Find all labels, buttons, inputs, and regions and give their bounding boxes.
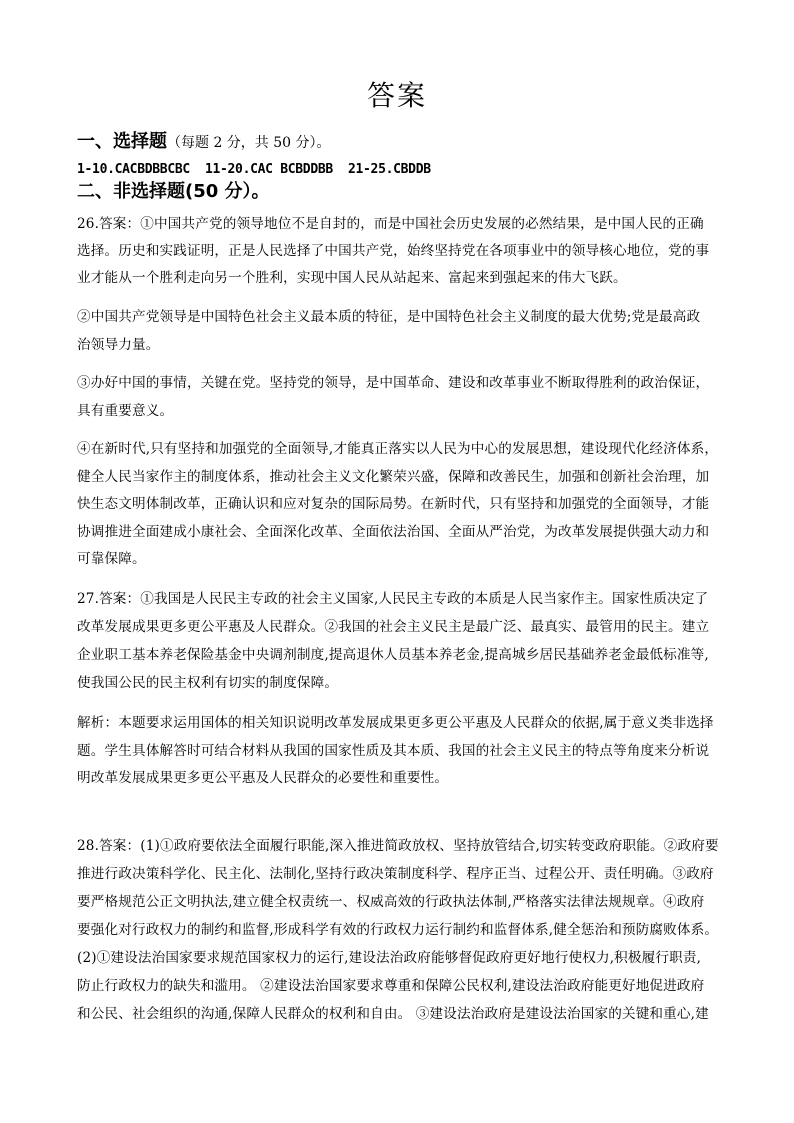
answer-line: 业才能从一个胜利走向另一个胜利，实现中国人民从站起来、富起来到强起来的伟大飞跃。	[77, 270, 627, 286]
section-choice-title: 一、选择题	[77, 131, 167, 152]
answer-line: 要强化对行政权力的制约和监督,形成科学有效的行政权力运行制约和监督体系,健全惩治和预防腐败体系。	[77, 922, 719, 938]
answer-line: 26.答案：①中国共产党的领导地位不是自封的，而是中国社会历史发展的必然结果，是中国人民的正确	[77, 216, 704, 232]
answer-line: 防止行政权力的缺失和滥用。 ②建设法治国家要求尊重和保障公民权利,建设法治政府能更好地促进政府	[77, 978, 705, 994]
answer-line: 协调推进全面建成小康社会、全面深化改革、全面依法治国、全面从严治党，为改革发展提供强大动力和	[77, 524, 710, 540]
answer-line: ②中国共产党领导是中国特色社会主义最本质的特征，是中国特色社会主义制度的最大优势;党是最高政	[77, 309, 701, 325]
section-choice-heading	[77, 130, 331, 155]
answer-line: (2)①建设法治国家要求规范国家权力的运行,建设法治政府能够督促政府更好地行使权力,积极履行职责,	[77, 950, 702, 966]
answer-line: 企业职工基本养老保险基金中央调剂制度,提高退休人员基本养老金,提高城乡居民基础养老金最低标准等,	[77, 647, 709, 663]
page-title: 答案	[366, 79, 427, 112]
answer-line: 改革发展成果更多更公平惠及人民群众。②我国的社会主义民主是最广泛、最真实、最管用的民主。建立	[77, 619, 710, 635]
answer-line: 和公民、社会组织的沟通,保障人民群众的权利和自由。 ③建设法治政府是建设法治国家的关键和重心,建	[77, 1006, 709, 1022]
answer-line: 健全人民当家作主的制度体系，推动社会主义文化繁荣兴盛，保障和改善民生，加强和创新社会治理，加	[77, 469, 710, 485]
choice-answers: 1-10.CACBDBBCBC 11-20.CAC BCBDDBB 21-25.CBDDB	[77, 162, 431, 177]
answer-line: 选择。历史和实践证明，正是人民选择了中国共产党，始终坚持党在各项事业中的领导核心地位，党的事	[77, 243, 710, 259]
answer-line: 题。学生具体解答时可结合材料从我国的国家性质及其本质、我国的社会主义民主的特点等角度来分析说	[77, 743, 710, 759]
answer-line: 使我国公民的民主权利有切实的制度保障。	[77, 675, 339, 691]
answer-line: 具有重要意义。	[77, 403, 174, 419]
answer-line: 推进行政决策科学化、民主化、法制化,坚持行政决策制度科学、程序正当、过程公开、责任明确。③政府	[77, 866, 714, 882]
section-choice-note: （每题 2 分，共 50 分）。	[167, 135, 331, 151]
answer-line: ③办好中国的事情，关键在党。坚持党的领导，是中国革命、建设和改革事业不断取得胜利的政治保证，	[77, 375, 710, 391]
answer-line: 28.答案：(1)①政府要依法全面履行职能,深入推进简政放权、坚持放管结合,切实转变政府职能。②政府要	[77, 838, 719, 854]
answer-line: 解析：本题要求运用国体的相关知识说明改革发展成果更多更公平惠及人民群众的依据,属于意义类非选择	[77, 715, 714, 731]
section-nonchoice-heading: 二、非选择题(50 分）。	[77, 181, 270, 202]
answer-line: 治领导力量。	[77, 337, 160, 353]
answer-line: 27.答案：①我国是人民民主专政的社会主义国家,人民民主专政的本质是人民当家作主。国家性质决定了	[77, 591, 709, 607]
answer-line: ④在新时代,只有坚持和加强党的全面领导,才能真正落实以人民为中心的发展思想，建设现代化经济体系，	[77, 441, 719, 457]
answer-line: 可靠保障。	[77, 551, 146, 567]
answer-line: 要严格规范公正文明执法,建立健全权责统一、权威高效的行政执法体制,严格落实法律法规规章。④政府	[77, 894, 705, 910]
answer-line: 快生态文明体制改革，正确认识和应对复杂的国际局势。在新时代，只有坚持和加强党的全面领导，才能	[77, 496, 710, 512]
answer-line: 明改革发展成果更多更公平惠及人民群众的必要性和重要性。	[77, 770, 449, 786]
